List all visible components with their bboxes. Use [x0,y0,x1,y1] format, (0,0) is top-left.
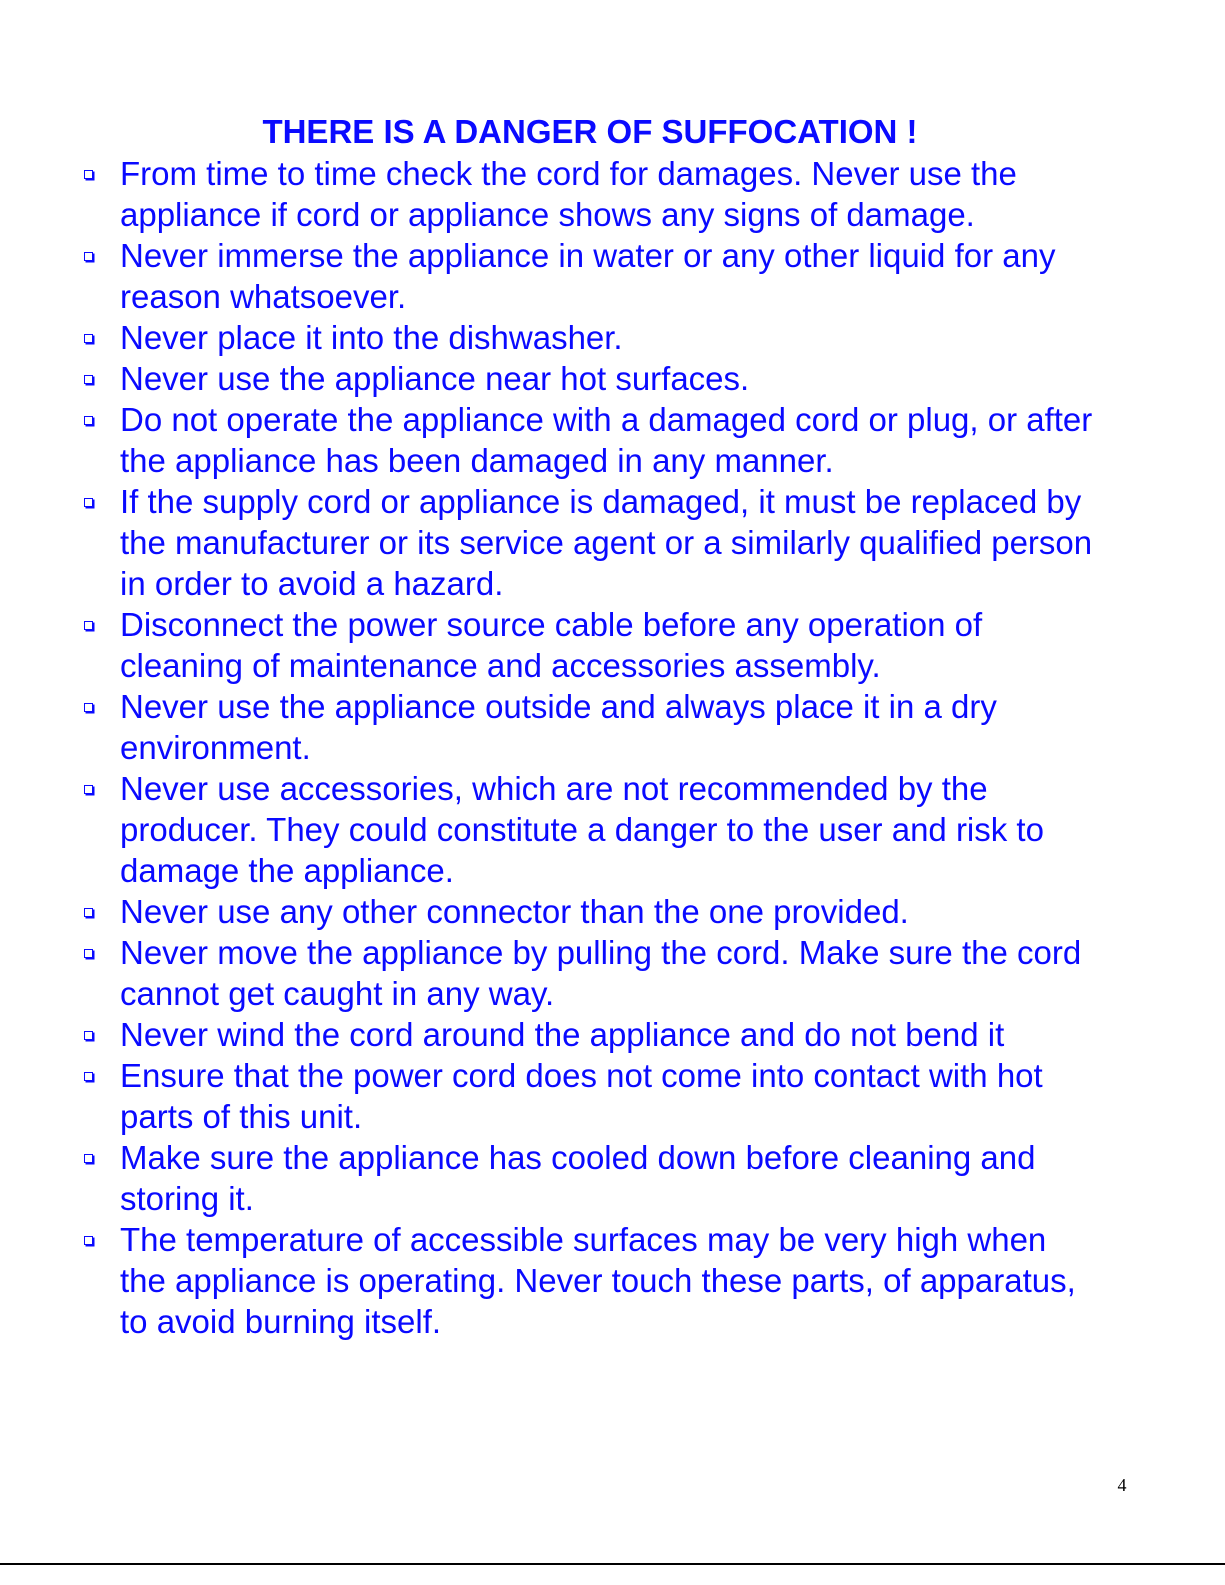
list-item [0,932,1100,1014]
list-item [0,1055,1100,1137]
page-number: 4 [1117,1475,1127,1495]
square-bullet-icon [84,1031,93,1040]
list-item-text: Never use the appliance outside and always place it in a dry environment. [120,688,997,766]
list-item [0,153,1100,235]
list-item-text: Never use any other connector than the one provided. [120,893,909,930]
list-item [0,1219,1100,1342]
list-item-text: Never place it into the dishwasher. [120,319,623,356]
list-item [0,768,1100,891]
square-bullet-icon [84,1154,93,1163]
square-bullet-icon [84,498,93,507]
list-item-text: The temperature of accessible surfaces may be very high when the appliance is operating. Never touch these parts, of apparatus, to avoid burning itself. [120,1221,1076,1340]
list-item-text: Never immerse the appliance in water or any other liquid for any reason whatsoever. [120,237,1056,315]
list-item [0,399,1100,481]
square-bullet-icon [84,170,93,179]
list-item [0,235,1100,317]
square-bullet-icon [84,949,93,958]
list-item-text: Never wind the cord around the appliance and do not bend it [120,1016,1005,1053]
square-bullet-icon [84,621,93,630]
list-item-text: Make sure the appliance has cooled down before cleaning and storing it. [120,1139,1036,1217]
square-bullet-icon [84,785,93,794]
square-bullet-icon [84,252,93,261]
list-item-text: If the supply cord or appliance is damaged, it must be replaced by the manufacturer or its service agent or a similarly qualified person in order to avoid a hazard. [120,483,1093,602]
list-item [0,1014,1100,1055]
square-bullet-icon [84,416,93,425]
square-bullet-icon [84,703,93,712]
square-bullet-icon [84,375,93,384]
list-item-text: Never use accessories, which are not recommended by the producer. They could constitute a danger to the user and risk to damage the appliance. [120,770,1044,889]
list-item-text: Never use the appliance near hot surfaces. [120,360,750,397]
square-bullet-icon [84,1072,93,1081]
safety-instructions-list [0,153,1225,1342]
warning-heading: THERE IS A DANGER OF SUFFOCATION ! [262,113,918,150]
square-bullet-icon [84,1236,93,1245]
page-bottom-divider [0,1563,1225,1565]
square-bullet-icon [84,334,93,343]
list-item [0,317,1100,358]
list-item [0,891,1100,932]
list-item-text: Ensure that the power cord does not come into contact with hot parts of this unit. [120,1057,1043,1135]
list-item [0,1137,1100,1219]
list-item-text: Disconnect the power source cable before any operation of cleaning of maintenance and accessories assembly. [120,606,983,684]
list-item [0,481,1100,604]
list-item [0,604,1100,686]
list-item [0,358,1100,399]
list-item-text: Do not operate the appliance with a damaged cord or plug, or after the appliance has been damaged in any manner. [120,401,1093,479]
list-item-text: Never move the appliance by pulling the cord. Make sure the cord cannot get caught in any way. [120,934,1082,1012]
square-bullet-icon [84,908,93,917]
list-item-text: From time to time check the cord for damages. Never use the appliance if cord or appliance shows any signs of damage. [120,155,1017,233]
list-item [0,686,1100,768]
